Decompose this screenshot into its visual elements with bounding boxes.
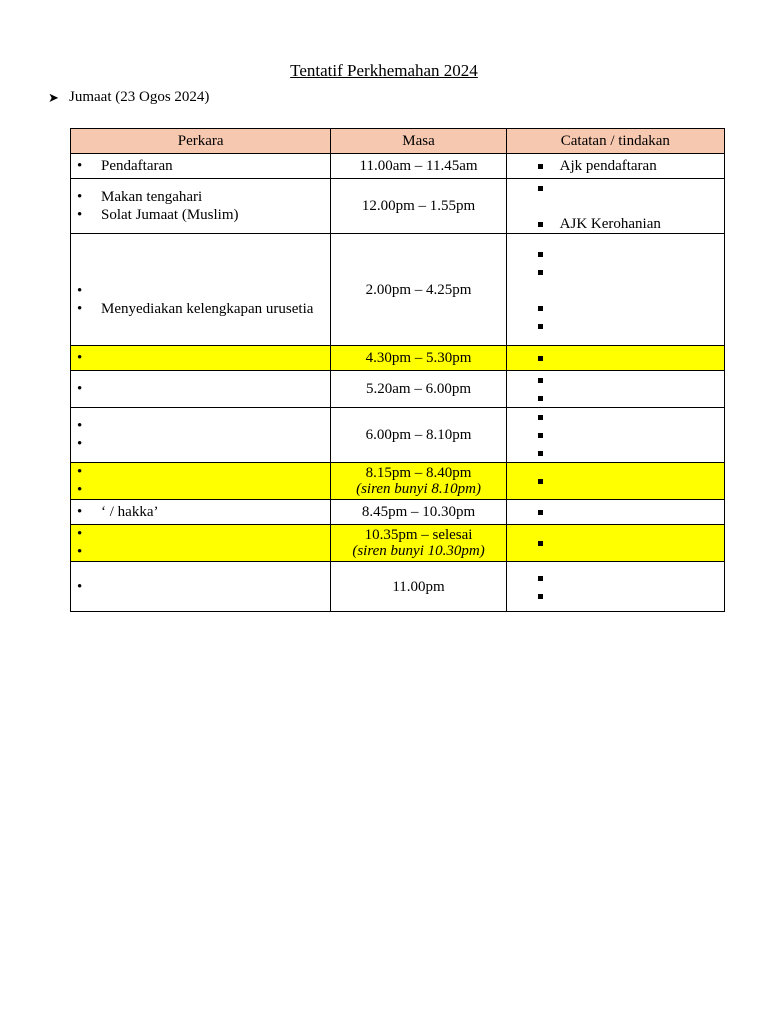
cell-masa — [331, 408, 506, 463]
cell-perkara — [71, 371, 331, 408]
header-row — [71, 129, 725, 154]
cell-masa — [331, 562, 506, 612]
perkara-item — [77, 349, 330, 367]
table-row — [71, 371, 725, 408]
masa-note: (siren bunyi 10.30pm) — [352, 543, 485, 559]
table-row — [71, 500, 725, 525]
catatan-item — [538, 426, 724, 444]
table-row — [71, 562, 725, 612]
catatan-item — [538, 408, 724, 426]
table-row — [71, 234, 725, 346]
catatan-item — [538, 263, 724, 281]
perkara-item: • Pendaftaran — [77, 157, 330, 175]
cell-perkara — [71, 463, 331, 500]
masa-text: 10.35pm – selesai — [364, 527, 473, 543]
catatan-item — [538, 587, 724, 605]
cell-perkara — [71, 408, 331, 463]
day-heading — [48, 89, 209, 106]
cell-masa — [331, 346, 506, 371]
catatan-item — [538, 472, 724, 490]
cell-catatan — [506, 562, 724, 612]
cell-perkara — [71, 525, 331, 562]
cell-catatan — [506, 154, 724, 179]
table-row — [71, 179, 725, 234]
perkara-item: • Makan tengahari — [77, 188, 330, 206]
perkara-item — [77, 463, 330, 481]
cell-masa — [331, 154, 506, 179]
masa-note: (siren bunyi 8.10pm) — [356, 481, 481, 497]
cell-perkara — [71, 179, 331, 234]
cell-catatan — [506, 463, 724, 500]
perkara-item — [77, 543, 330, 561]
perkara-item — [77, 481, 330, 499]
cell-catatan — [506, 179, 724, 234]
perkara-item — [77, 380, 330, 398]
table-row — [71, 463, 725, 500]
catatan-item: Ajk pendaftaran — [538, 157, 724, 175]
perkara-item — [77, 435, 330, 453]
schedule-table — [70, 128, 725, 612]
cell-catatan — [506, 371, 724, 408]
cell-catatan — [506, 408, 724, 463]
perkara-item: • ‘ / hakka’ — [77, 503, 330, 521]
header-masa: Masa — [331, 129, 506, 154]
masa-text: 5.20am – 6.00pm — [366, 381, 472, 397]
header-catatan: Catatan / tindakan — [506, 129, 724, 154]
cell-catatan — [506, 525, 724, 562]
catatan-item — [538, 444, 724, 462]
catatan-item: AJK Kerohanian — [538, 215, 724, 233]
catatan-item — [538, 179, 724, 197]
masa-text: 11.00pm — [392, 578, 445, 595]
cell-perkara — [71, 562, 331, 612]
perkara-item: • Menyediakan kelengkapan urusetia — [77, 300, 330, 318]
table-row — [71, 346, 725, 371]
catatan-item — [538, 534, 724, 552]
perkara-item — [77, 417, 330, 435]
cell-masa — [331, 500, 506, 525]
cell-perkara — [71, 234, 331, 346]
masa-text: 6.00pm – 8.10pm — [365, 427, 472, 443]
perkara-item: • Solat Jumaat (Muslim) — [77, 206, 330, 224]
masa-text: 12.00pm – 1.55pm — [361, 198, 476, 214]
catatan-item — [538, 299, 724, 317]
cell-masa — [331, 179, 506, 234]
arrow-bullet-icon: ➤ — [48, 89, 59, 105]
masa-text: 4.30pm – 5.30pm — [365, 350, 472, 366]
document-title: Tentatif Perkhemahan 2024 — [290, 61, 478, 80]
perkara-item — [77, 525, 330, 543]
table-row — [71, 525, 725, 562]
catatan-item — [538, 317, 724, 335]
table-row — [71, 408, 725, 463]
masa-text: 8.45pm – 10.30pm — [361, 504, 476, 520]
day-label: Jumaat (23 Ogos 2024) — [69, 89, 210, 105]
catatan-item — [538, 389, 724, 407]
cell-catatan — [506, 346, 724, 371]
cell-catatan — [506, 500, 724, 525]
perkara-item — [77, 282, 330, 300]
catatan-item — [538, 349, 724, 367]
masa-text: 2.00pm – 4.25pm — [365, 281, 472, 298]
catatan-item — [538, 245, 724, 263]
cell-catatan — [506, 234, 724, 346]
cell-masa — [331, 463, 506, 500]
header-perkara: Perkara — [71, 129, 331, 154]
masa-text: 11.00am – 11.45am — [359, 158, 478, 174]
cell-perkara — [71, 346, 331, 371]
cell-perkara — [71, 154, 331, 179]
cell-perkara — [71, 500, 331, 525]
masa-text: 8.15pm – 8.40pm — [365, 465, 472, 481]
cell-masa — [331, 525, 506, 562]
catatan-item — [538, 371, 724, 389]
cell-masa — [331, 234, 506, 346]
table-row — [71, 154, 725, 179]
catatan-item — [538, 503, 724, 521]
cell-masa — [331, 371, 506, 408]
catatan-item — [538, 569, 724, 587]
perkara-item — [77, 578, 330, 596]
